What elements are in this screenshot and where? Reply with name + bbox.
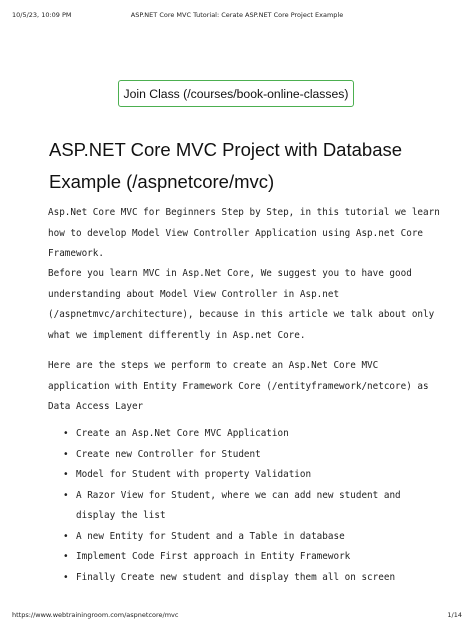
list-item bbox=[48, 527, 448, 548]
paragraph-line: (/aspnetmvc/architecture), because in this article we talk about only bbox=[48, 309, 435, 320]
list-item-text: Create new Controller for Student bbox=[76, 448, 261, 460]
paragraph-line: application with Entity Framework Core (/entityframework/netcore) as bbox=[48, 380, 429, 392]
paragraph-line: Asp.Net Core MVC for Beginners Step by Step, in this tutorial we learn bbox=[48, 207, 440, 218]
list-item bbox=[48, 465, 448, 486]
paragraph-line: Before you learn MVC in Asp.Net Core, We suggest you to have good bbox=[48, 268, 412, 279]
list-item-text: A Razor View for Student, where we can add new student and bbox=[76, 489, 401, 501]
steps-list bbox=[48, 424, 448, 588]
list-item-text: Finally Create new student and display them all on screen bbox=[76, 571, 396, 583]
steps-intro-paragraph bbox=[48, 356, 448, 418]
paragraph-line: what we implement differently in Asp.net Core. bbox=[48, 329, 306, 341]
prerequisite-paragraph bbox=[48, 264, 448, 346]
list-item bbox=[48, 486, 448, 527]
bullet-icon: • bbox=[63, 551, 69, 562]
title-line: Example (/aspnetcore/mvc) bbox=[49, 171, 275, 192]
bullet-icon: • bbox=[63, 428, 69, 439]
bullet-icon: • bbox=[63, 571, 69, 583]
intro-paragraph bbox=[48, 203, 448, 265]
paragraph-line: Here are the steps we perform to create an Asp.Net Core MVC bbox=[48, 360, 379, 371]
title-line: ASP.NET Core MVC Project with Database bbox=[49, 139, 403, 160]
list-item bbox=[48, 424, 448, 445]
print-footer-url: https://www.webtrainingroom.com/aspnetcore/mvc bbox=[12, 611, 179, 619]
list-item-text: A new Entity for Student and a Table in database bbox=[76, 530, 345, 542]
bullet-icon: • bbox=[63, 489, 69, 501]
list-item-text: Create an Asp.Net Core MVC Application bbox=[76, 428, 289, 439]
list-item-text: Model for Student with property Validation bbox=[76, 469, 312, 480]
list-item bbox=[48, 445, 448, 466]
join-class-button[interactable]: Join Class (/courses/book-online-classes) bbox=[118, 80, 354, 107]
print-footer-page-number: 1/14 bbox=[447, 611, 462, 619]
list-item-text: display the list bbox=[76, 510, 166, 521]
list-item-text: Implement Code First approach in Entity Framework bbox=[76, 551, 351, 562]
paragraph-line: Data Access Layer bbox=[48, 401, 144, 412]
print-header-title: ASP.NET Core MVC Tutorial: Cerate ASP.NET Core Project Example bbox=[130, 11, 344, 19]
bullet-icon: • bbox=[63, 448, 69, 460]
list-item bbox=[48, 547, 448, 568]
print-header-datetime: 10/5/23, 10:09 PM bbox=[12, 11, 72, 19]
paragraph-line: Framework. bbox=[48, 248, 104, 259]
paragraph-line: understanding about Model View Controller in Asp.net bbox=[48, 288, 340, 300]
bullet-icon: • bbox=[63, 469, 69, 480]
bullet-icon: • bbox=[63, 530, 69, 542]
list-item bbox=[48, 568, 448, 589]
paragraph-line: how to develop Model View Controller Application using Asp.net Core bbox=[48, 227, 424, 239]
article-title bbox=[49, 134, 449, 198]
